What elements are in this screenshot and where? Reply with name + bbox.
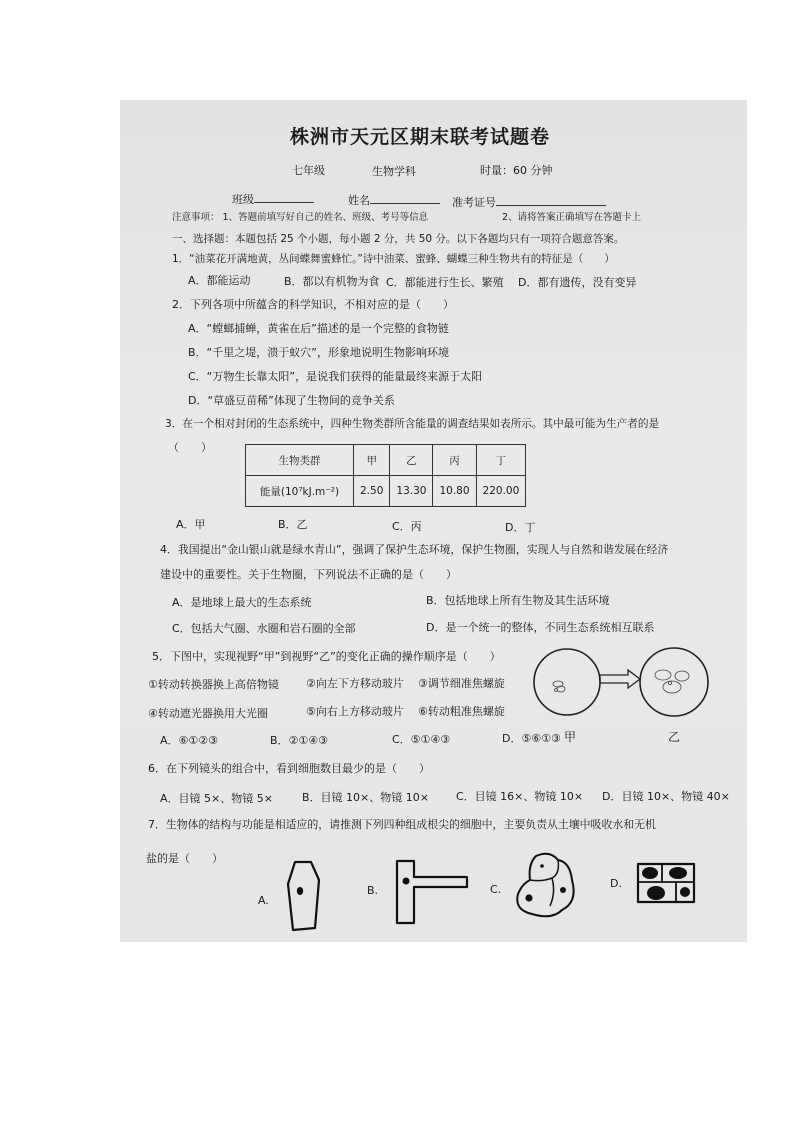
q1-option-d: D．都有遗传，没有变异	[518, 276, 637, 289]
q1-option-c: C．都能进行生长、繁殖	[386, 276, 504, 289]
q2-option-a: A．“螳螂捕蝉，黄雀在后”描述的是一个完整的食物链	[188, 322, 449, 335]
q5-step-4: ④转动遮光器换用大光圈	[148, 707, 268, 720]
name-label: 姓名	[348, 194, 370, 207]
q2-option-b: B．“千里之堤，溃于蚁穴”，形象地说明生物影响环境	[188, 346, 449, 359]
table-header-cell: 乙	[390, 445, 433, 476]
table-header-cell: 丙	[433, 445, 476, 476]
q4-option-d: D．是一个统一的整体，不同生态系统相互联系	[426, 621, 655, 634]
q6-option-d: D．目镜 10×、物镜 40×	[602, 790, 730, 803]
q3-option-a: A．甲	[176, 518, 206, 531]
q5-step-6: ⑥转动粗准焦螺旋	[418, 705, 505, 718]
q5-option-a: A．⑥①②③	[160, 734, 218, 747]
q7-stem-line2: 盐的是（ ）	[146, 852, 223, 865]
subject-label: 生物学科	[372, 165, 416, 178]
class-blank	[254, 192, 314, 203]
q2-stem: 2．下列各项中所蕴含的科学知识，不相对应的是（ ）	[172, 298, 454, 311]
table-cell: 2.50	[354, 476, 390, 507]
q7-option-a: A.	[258, 894, 269, 907]
grade-label: 七年级	[292, 164, 325, 177]
table-cell: 13.30	[390, 476, 433, 507]
q5-option-d: D．⑤⑥①③	[502, 732, 561, 745]
q1-option-a: A．都能运动	[188, 274, 251, 287]
table-cell: 220.00	[476, 476, 526, 507]
class-field	[232, 192, 314, 207]
q5-option-c: C．⑤①④③	[392, 733, 451, 746]
notice-2: 2、请将答案正确填写在答题卡上	[502, 212, 642, 223]
id-field	[452, 195, 606, 210]
microscope-field-diagram	[530, 645, 700, 725]
q5-step-5: ⑤向右上方移动玻片	[306, 705, 404, 718]
field-label-yi: 乙	[668, 730, 681, 744]
q1-option-b: B．都以有机物为食	[284, 275, 380, 288]
field-label-jia: 甲	[564, 730, 577, 744]
q4-stem-line1: 4．我国提出“金山银山就是绿水青山”，强调了保护生态环境，保护生物圈，实现人与自然和谐发展在经济	[160, 543, 669, 556]
cell-a-drawing	[285, 858, 325, 938]
class-label: 班级	[232, 193, 254, 206]
q3-stem: 3．在一个相对封闭的生态系统中，四种生物类群所含能量的调查结果如表所示。其中最可能为生产者的是	[165, 418, 660, 430]
table-header-cell: 甲	[354, 445, 390, 476]
name-field	[348, 193, 440, 208]
q7-option-c: C.	[490, 883, 502, 896]
cell-c-drawing	[512, 850, 584, 922]
q5-stem: 5．下图中，实现视野“甲”到视野“乙”的变化正确的操作顺序是（ ）	[152, 650, 501, 663]
table-header-cell: 生物类群	[246, 445, 354, 476]
q3-option-c: C．丙	[392, 520, 422, 533]
q5-option-b: B．②①④③	[270, 734, 328, 747]
q2-option-d: D．“草盛豆苗稀”体现了生物间的竞争关系	[188, 394, 395, 407]
q5-step-2: ②向左下方移动玻片	[306, 677, 404, 690]
q4-option-a: A．是地球上最大的生态系统	[172, 596, 312, 609]
q7-option-d: D.	[610, 877, 622, 890]
q4-option-b: B．包括地球上所有生物及其生活环境	[426, 594, 610, 607]
q3-option-d: D．丁	[505, 521, 536, 534]
q7-stem-line1: 7．生物体的结构与功能是相适应的，请推测下列四种组成根尖的细胞中，主要负责从土壤中吸收水和无机	[148, 818, 656, 831]
cell-b-drawing	[392, 857, 472, 929]
table-header-cell: 丁	[476, 445, 526, 476]
q6-stem: 6．在下列镜头的组合中，看到细胞数目最少的是（ ）	[148, 762, 430, 775]
q6-option-b: B．目镜 10×、物镜 10×	[302, 791, 429, 804]
energy-table	[245, 444, 526, 507]
table-cell: 10.80	[433, 476, 476, 507]
q1-stem: 1．“油菜花开满地黄，丛间蝶舞蜜蜂忙。”诗中油菜、蜜蜂、蝴蝶三种生物共有的特征是（ ）	[172, 253, 615, 265]
q2-option-c: C．“万物生长靠太阳”，是说我们获得的能量最终来源于太阳	[188, 370, 483, 383]
exam-title: 株洲市天元区期末联考试题卷	[290, 126, 551, 148]
cell-d-drawing	[634, 860, 698, 906]
q4-stem-line2: 建设中的重要性。关于生物圈，下列说法不正确的是（ ）	[160, 568, 457, 581]
table-header-row	[246, 445, 526, 476]
name-blank	[370, 193, 440, 204]
section-heading: 一、选择题：本题包括 25 个小题，每小题 2 分，共 50 分。以下各题均只有一项符合题意答案。	[172, 233, 625, 245]
q7-option-b: B.	[367, 884, 379, 897]
q6-option-a: A．目镜 5×、物镜 5×	[160, 792, 273, 805]
notice-1: 注意事项： 1、答题前填写好自己的姓名、班级、考号等信息	[172, 212, 429, 223]
q3-option-b: B．乙	[278, 518, 308, 531]
id-label: 准考证号	[452, 196, 496, 209]
q4-option-c: C．包括大气圈、水圈和岩石圈的全部	[172, 622, 356, 635]
id-blank	[496, 195, 606, 206]
table-row-label: 能量(10⁷kJ.m⁻²)	[246, 476, 354, 507]
q5-step-1: ①转动转换器换上高倍物镜	[148, 678, 279, 691]
time-label: 时量：60 分钟	[480, 164, 553, 177]
exam-paper-photo	[120, 100, 747, 942]
q3-paren: （ ）	[168, 441, 212, 454]
q6-option-c: C．目镜 16×、物镜 10×	[456, 790, 584, 803]
q5-step-3: ③调节细准焦螺旋	[418, 677, 505, 690]
table-row	[246, 476, 526, 507]
